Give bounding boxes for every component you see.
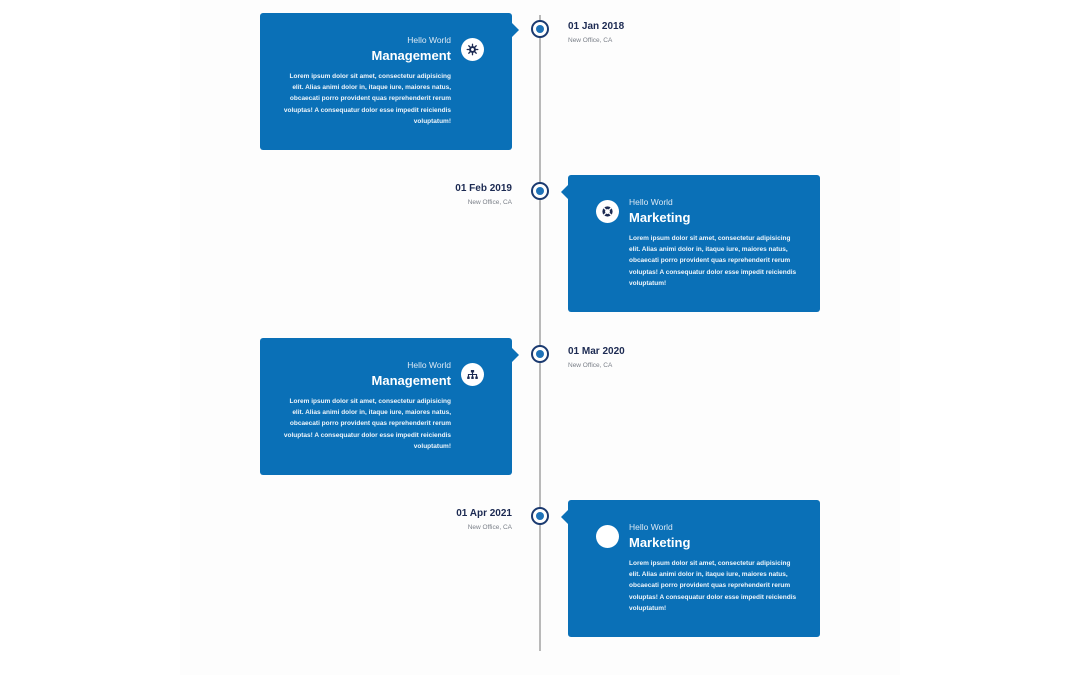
event-card xyxy=(568,500,820,637)
event-card xyxy=(260,338,512,475)
timeline-node xyxy=(531,507,549,525)
event-card xyxy=(568,175,820,312)
card-body: Lorem ipsum dolor sit amet, consectetur adipisicing elit. Alias animi dolor in, itaque iure, maiores natus, obcaecati porro provident quas reprehenderit rerum voluptas! A consequatur dolor esse impedit reiciendis voluptatum! xyxy=(629,235,797,287)
card-body: Lorem ipsum dolor sit amet, consectetur adipisicing elit. Alias animi dolor in, itaque iure, maiores natus, obcaecati porro provident quas reprehenderit rerum voluptas! A consequatur dolor esse impedit reiciendis voluptatum! xyxy=(629,560,797,612)
card-title: Management xyxy=(371,48,451,63)
event-date: 01 Apr 2021 xyxy=(456,508,512,519)
gear-icon xyxy=(461,38,484,61)
event-location: New Office, CA xyxy=(467,524,512,531)
timeline-node xyxy=(531,345,549,363)
event-location: New Office, CA xyxy=(568,362,613,369)
event-date: 01 Jan 2018 xyxy=(568,21,625,32)
timeline-axis xyxy=(539,15,541,651)
event-card xyxy=(260,13,512,150)
card-kicker: Hello World xyxy=(629,522,673,532)
event-date: 01 Feb 2019 xyxy=(455,183,512,194)
gear-icon-glyph xyxy=(466,43,479,56)
sitemap-icon xyxy=(461,363,484,386)
card-kicker: Hello World xyxy=(407,360,451,370)
card-body: Lorem ipsum dolor sit amet, consectetur adipisicing elit. Alias animi dolor in, itaque iure, maiores natus, obcaecati porro provident quas reprehenderit rerum voluptas! A consequatur dolor esse impedit reiciendis voluptatum! xyxy=(283,73,451,125)
timeline-node xyxy=(531,20,549,38)
lifebuoy-icon xyxy=(596,200,619,223)
event-location: New Office, CA xyxy=(568,37,613,44)
card-title: Management xyxy=(371,373,451,388)
card-kicker: Hello World xyxy=(629,197,673,207)
card-body: Lorem ipsum dolor sit amet, consectetur adipisicing elit. Alias animi dolor in, itaque iure, maiores natus, obcaecati porro provident quas reprehenderit rerum voluptas! A consequatur dolor esse impedit reiciendis voluptatum! xyxy=(283,398,451,450)
card-title: Marketing xyxy=(629,535,691,550)
blank-badge-icon xyxy=(596,525,619,548)
sitemap-icon-glyph xyxy=(466,368,479,381)
event-location: New Office, CA xyxy=(467,199,512,206)
card-title: Marketing xyxy=(629,210,691,225)
event-date: 01 Mar 2020 xyxy=(568,346,625,357)
lifebuoy-icon-glyph xyxy=(601,205,614,218)
timeline-node xyxy=(531,182,549,200)
card-kicker: Hello World xyxy=(407,35,451,45)
